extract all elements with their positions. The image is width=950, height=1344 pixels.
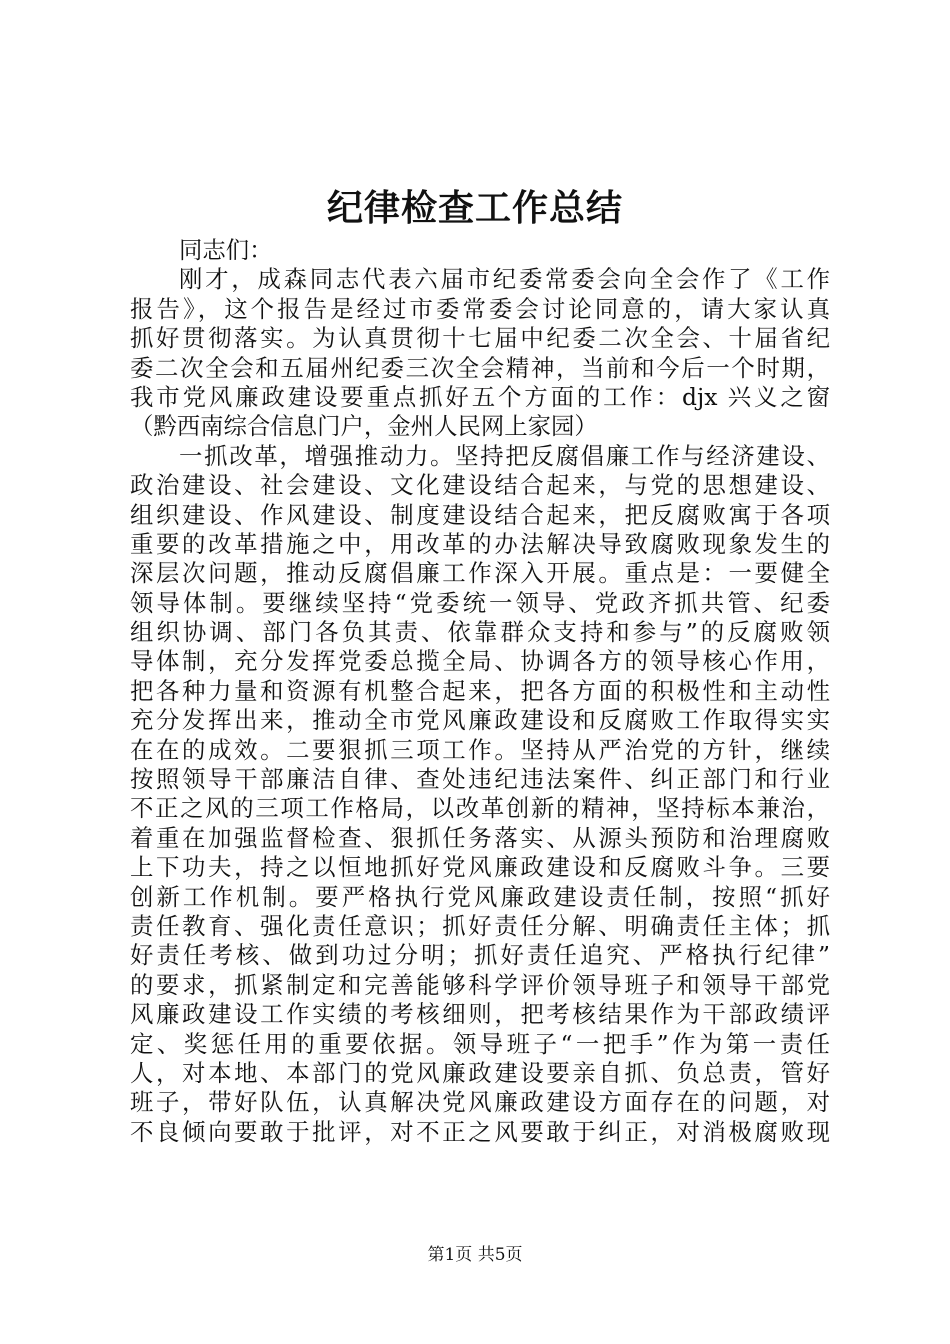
- body-line: 报告》，这个报告是经过市委常委会讨论同意的，请大家认真: [130, 294, 830, 323]
- body-line: 上下功夫，持之以恒地抓好党风廉政建设和反腐败斗争。三要: [130, 853, 830, 882]
- body-line: 一抓改革，增强推动力。坚持把反腐倡廉工作与经济建设、: [179, 441, 830, 470]
- body-line: 我市党风廉政建设要重点抓好五个方面的工作：djx 兴义之窗: [130, 382, 830, 411]
- body-line: 深层次问题，推动反腐倡廉工作深入开展。重点是：一要健全: [130, 559, 830, 588]
- body-line: 重要的改革措施之中，用改革的办法解决导致腐败现象发生的: [130, 529, 830, 558]
- body-line: 在在的成效。二要狠抓三项工作。坚持从严治党的方针，继续: [130, 735, 830, 764]
- body-line: 的要求，抓紧制定和完善能够科学评价领导班子和领导干部党: [130, 970, 830, 999]
- body-line: 责任教育、强化责任意识；抓好责任分解、明确责任主体；抓: [130, 911, 830, 940]
- body-line: 定、奖惩任用的重要依据。领导班子“一把手”作为第一责任: [130, 1029, 830, 1058]
- body-line: 委二次全会和五届州纪委三次全会精神，当前和今后一个时期，: [130, 353, 830, 382]
- document-title: 纪律检查工作总结: [326, 187, 623, 229]
- body-line: 人，对本地、本部门的党风廉政建设要亲自抓、负总责，管好: [130, 1058, 830, 1087]
- body-line: 充分发挥出来，推动全市党风廉政建设和反腐败工作取得实实: [130, 706, 830, 735]
- body-line: （黔西南综合信息门户，金州人民网上家园）: [130, 412, 598, 441]
- body-line: 刚才，成森同志代表六届市纪委常委会向全会作了《工作: [179, 265, 830, 294]
- body-line: 班子，带好队伍，认真解决党风廉政建设方面存在的问题，对: [130, 1088, 830, 1117]
- body-line: 不良倾向要敢于批评，对不正之风要敢于纠正，对消极腐败现: [130, 1117, 830, 1146]
- document-body: [130, 236, 830, 1147]
- body-line: 政治建设、社会建设、文化建设结合起来，与党的思想建设、: [130, 471, 830, 500]
- page-number-footer: 第1页 共5页: [427, 1245, 523, 1265]
- body-line: 领导体制。要继续坚持“党委统一领导、党政齐抓共管、纪委: [130, 588, 830, 617]
- body-line: 好责任考核、做到功过分明；抓好责任追究、严格执行纪律”: [130, 941, 830, 970]
- body-line: 抓好贯彻落实。为认真贯彻十七届中纪委二次全会、十届省纪: [130, 324, 830, 353]
- body-line: 组织协调、部门各负其责、依靠群众支持和参与”的反腐败领: [130, 618, 830, 647]
- salutation-line: 同志们：: [179, 236, 273, 264]
- body-line: 按照领导干部廉洁自律、查处违纪违法案件、纠正部门和行业: [130, 765, 830, 794]
- body-line: 不正之风的三项工作格局，以改革创新的精神，坚持标本兼治，: [130, 794, 830, 823]
- body-line: 风廉政建设工作实绩的考核细则，把考核结果作为干部政绩评: [130, 1000, 830, 1029]
- body-line: 组织建设、作风建设、制度建设结合起来，把反腐败寓于各项: [130, 500, 830, 529]
- body-line: 导体制，充分发挥党委总揽全局、协调各方的领导核心作用，: [130, 647, 830, 676]
- body-line: 把各种力量和资源有机整合起来，把各方面的积极性和主动性: [130, 676, 830, 705]
- body-line: 着重在加强监督检查、狠抓任务落实、从源头预防和治理腐败: [130, 823, 830, 852]
- body-line: 创新工作机制。要严格执行党风廉政建设责任制，按照“抓好: [130, 882, 830, 911]
